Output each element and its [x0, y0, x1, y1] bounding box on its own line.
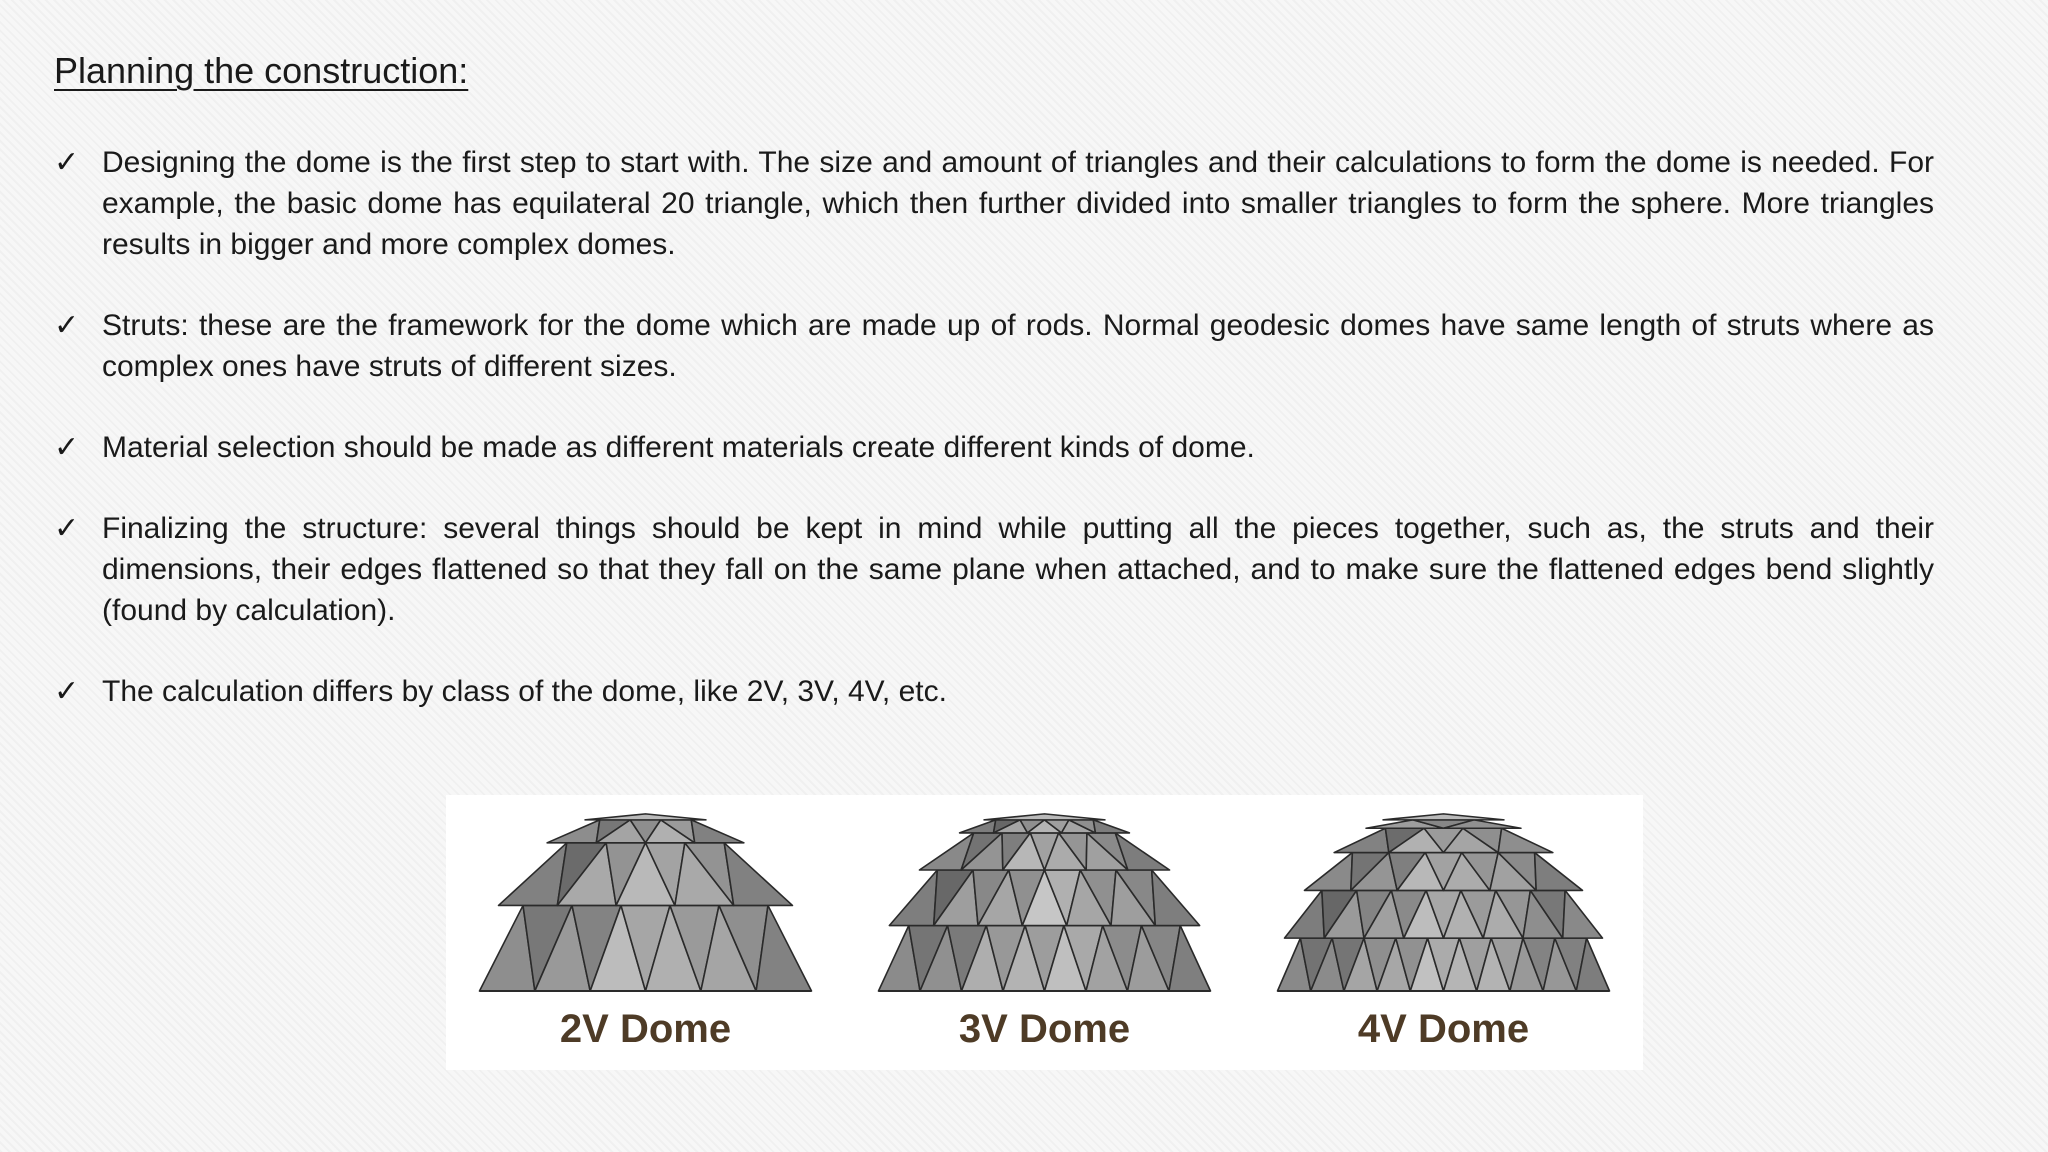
dome-cap-panel: [983, 814, 1105, 820]
bullet-text: Struts: these are the framework for the dome which are made up of rods. Normal geodesic domes have same length of struts where as complex ones have struts of different sizes.: [102, 309, 1934, 383]
geodesic-dome-3v-illustration: [845, 795, 1244, 1005]
dome-3v: [845, 795, 1244, 1070]
dome-cap-panel: [1382, 814, 1504, 820]
dome-panel: [691, 820, 744, 843]
dome-panel: [1535, 853, 1583, 891]
bullet-item: [54, 508, 1934, 631]
bullet-item: [54, 305, 1934, 387]
check-icon: ✓: [54, 430, 80, 465]
dome-label: 4V Dome: [1357, 1007, 1530, 1051]
bullet-item: [54, 142, 1934, 265]
dome-panel: [1498, 828, 1553, 852]
dome-comparison-figure: [446, 795, 1643, 1070]
dome-panel: [960, 820, 996, 833]
dome-panel: [1285, 890, 1325, 938]
bullet-item: [54, 671, 1934, 712]
bullet-item: [54, 427, 1934, 468]
dome-panel: [1563, 890, 1603, 938]
dome-panel: [1093, 820, 1129, 833]
dome-panel: [889, 870, 937, 926]
dome-label: 2V Dome: [559, 1007, 732, 1051]
check-icon: ✓: [54, 145, 80, 180]
dome-panel: [1334, 828, 1389, 852]
check-icon: ✓: [54, 511, 80, 546]
dome-panel: [1152, 870, 1200, 926]
check-icon: ✓: [54, 308, 80, 343]
dome-4v: [1244, 795, 1643, 1070]
check-icon: ✓: [54, 674, 80, 709]
dome-panel: [724, 843, 792, 906]
dome-2v: [446, 795, 845, 1070]
dome-panel: [1304, 853, 1352, 891]
bullet-text: Material selection should be made as different materials create different kinds of dome.: [102, 431, 1255, 464]
bullet-list: [54, 142, 1934, 752]
bullet-text: Designing the dome is the first step to start with. The size and amount of triangles and their calculations to form the dome is needed. For example, the basic dome has equilateral 20 triangle, which then further divided into smaller triangles to form the sphere. More triangles results in bigger and more complex domes.: [102, 146, 1934, 261]
geodesic-dome-4v-illustration: [1244, 795, 1643, 1005]
dome-cap-panel: [584, 814, 706, 820]
dome-label: 3V Dome: [958, 1007, 1131, 1051]
bullet-text: Finalizing the structure: several things should be kept in mind while putting all the pieces together, such as, the struts and their dimensions, their edges flattened so that they fall on the same plane when attached, and to make sure the flattened edges bend slightly (found by calculation).: [102, 512, 1934, 627]
dome-panel: [499, 843, 567, 906]
dome-panel: [547, 820, 600, 843]
bullet-text: The calculation differs by class of the dome, like 2V, 3V, 4V, etc.: [102, 675, 947, 708]
slide-title: Planning the construction:: [54, 50, 469, 91]
geodesic-dome-2v-illustration: [446, 795, 845, 1005]
